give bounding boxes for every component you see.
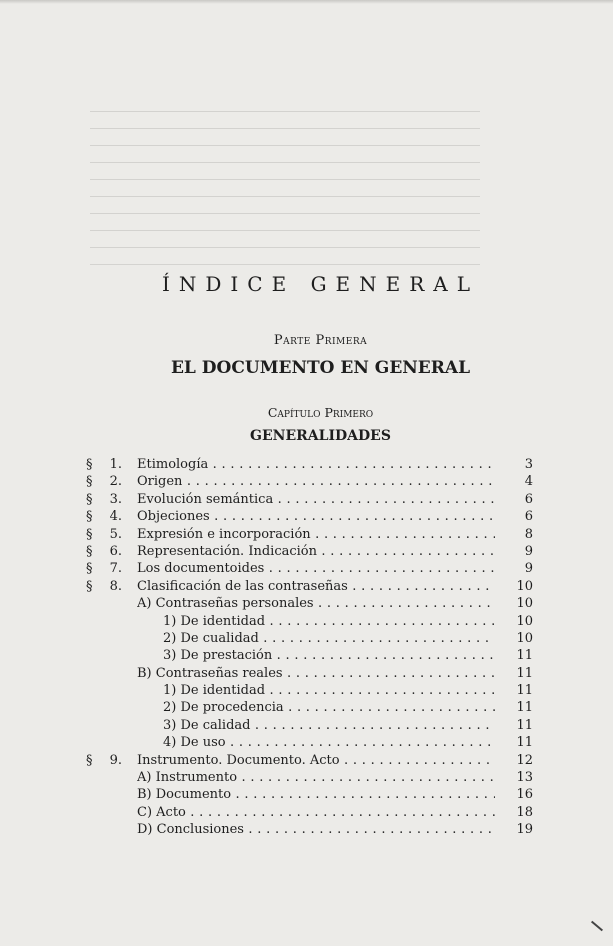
toc-subrow xyxy=(0,613,613,630)
page-number: 4 xyxy=(524,474,533,490)
page-number: 9 xyxy=(524,561,533,577)
toc-subrow xyxy=(0,786,613,803)
entry-title: 1) De identidad . . . xyxy=(163,682,495,699)
page-number: 10 xyxy=(516,596,533,612)
toc-row xyxy=(0,456,613,473)
page-number: 16 xyxy=(516,787,533,803)
toc-subrow xyxy=(0,595,613,612)
toc-row xyxy=(0,473,613,490)
section-number: 2. xyxy=(109,474,122,490)
page-number: 11 xyxy=(516,683,533,699)
toc-subrow xyxy=(0,769,613,786)
entry-title: Instrumento. Documento. Acto . . . xyxy=(137,752,495,769)
section-number: 6. xyxy=(109,543,122,559)
entry-title: 3) De prestación . . . xyxy=(163,647,495,664)
page-number: 10 xyxy=(516,578,533,594)
page-number: 8 xyxy=(524,526,533,542)
page-number: 3 xyxy=(524,457,533,472)
toc-subrow xyxy=(0,734,613,751)
toc-subrow xyxy=(0,682,613,699)
toc-row xyxy=(0,508,613,525)
page-number: 11 xyxy=(516,648,533,664)
section-sign: § xyxy=(86,457,93,472)
toc-subrow xyxy=(0,699,613,716)
part-title: EL DOCUMENTO EN GENERAL xyxy=(170,358,471,378)
entry-title: 2) De procedencia . . . xyxy=(163,699,495,716)
entry-title: Etimología . . . xyxy=(137,456,495,473)
table-of-contents xyxy=(0,456,613,839)
corner-smudge xyxy=(591,921,603,932)
page-number: 11 xyxy=(516,717,533,733)
entry-title: A) Contraseñas personales . . . xyxy=(137,595,495,612)
section-number: 7. xyxy=(109,561,122,577)
chapter-label: Capítulo Primero xyxy=(267,405,374,420)
section-number: 4. xyxy=(109,509,122,525)
page-number: 6 xyxy=(524,509,533,525)
section-sign: § xyxy=(86,752,93,768)
page-number: 19 xyxy=(516,822,533,838)
entry-title: Representación. Indicación . . . xyxy=(137,543,495,560)
toc-subrow xyxy=(0,630,613,647)
section-sign: § xyxy=(86,543,93,559)
entry-title: Origen . . . xyxy=(137,473,495,490)
toc-subrow xyxy=(0,665,613,682)
toc-subrow xyxy=(0,717,613,734)
page-number: 18 xyxy=(516,804,533,820)
entry-title: Objeciones . . . xyxy=(137,508,495,525)
section-sign: § xyxy=(86,491,93,507)
section-sign: § xyxy=(86,474,93,490)
page-number: 12 xyxy=(516,752,533,768)
entry-title: C) Acto . . . xyxy=(137,804,495,821)
entry-title: B) Documento . . . xyxy=(137,786,495,803)
toc-subrow xyxy=(0,804,613,821)
index-title: ÍNDICE GENERAL xyxy=(161,272,480,296)
entry-title: 1) De identidad . . . xyxy=(163,613,495,630)
entry-title: 4) De uso . . . xyxy=(163,734,495,751)
chapter-title: GENERALIDADES xyxy=(250,428,391,444)
section-sign: § xyxy=(86,526,93,542)
toc-row xyxy=(0,578,613,595)
entry-title: B) Contraseñas reales . . . xyxy=(137,665,495,682)
page-number: 10 xyxy=(516,613,533,629)
page-number: 6 xyxy=(524,491,533,507)
toc-subrow xyxy=(0,647,613,664)
page-number: 13 xyxy=(516,770,533,786)
section-number: 8. xyxy=(109,578,122,594)
section-number: 5. xyxy=(109,526,122,542)
entry-title: Expresión e incorporación . . . xyxy=(137,526,495,543)
page-number: 10 xyxy=(516,630,533,646)
page-number: 11 xyxy=(516,665,533,681)
toc-row xyxy=(0,543,613,560)
section-sign: § xyxy=(86,578,93,594)
page-number: 11 xyxy=(516,735,533,751)
toc-row xyxy=(0,560,613,577)
entry-title: Evolución semántica . . . xyxy=(137,491,495,508)
toc-row xyxy=(0,752,613,769)
toc-subrow xyxy=(0,821,613,838)
entry-title: 3) De calidad . . . xyxy=(163,717,495,734)
entry-title: 2) De cualidad . . . xyxy=(163,630,495,647)
page-number: 11 xyxy=(516,700,533,716)
toc-row xyxy=(0,491,613,508)
toc-row xyxy=(0,526,613,543)
page-number: 9 xyxy=(524,543,533,559)
entry-title: D) Conclusiones . . . xyxy=(137,821,495,838)
section-number: 9. xyxy=(109,752,122,768)
entry-title: Los documentoides . . . xyxy=(137,560,495,577)
section-sign: § xyxy=(86,561,93,577)
part-label: Parte Primera xyxy=(273,333,368,348)
section-number: 1. xyxy=(109,457,122,472)
section-number: 3. xyxy=(109,491,122,507)
entry-title: A) Instrumento . . . xyxy=(137,769,495,786)
entry-title: Clasificación de las contraseñas . . . xyxy=(137,578,495,595)
section-sign: § xyxy=(86,509,93,525)
